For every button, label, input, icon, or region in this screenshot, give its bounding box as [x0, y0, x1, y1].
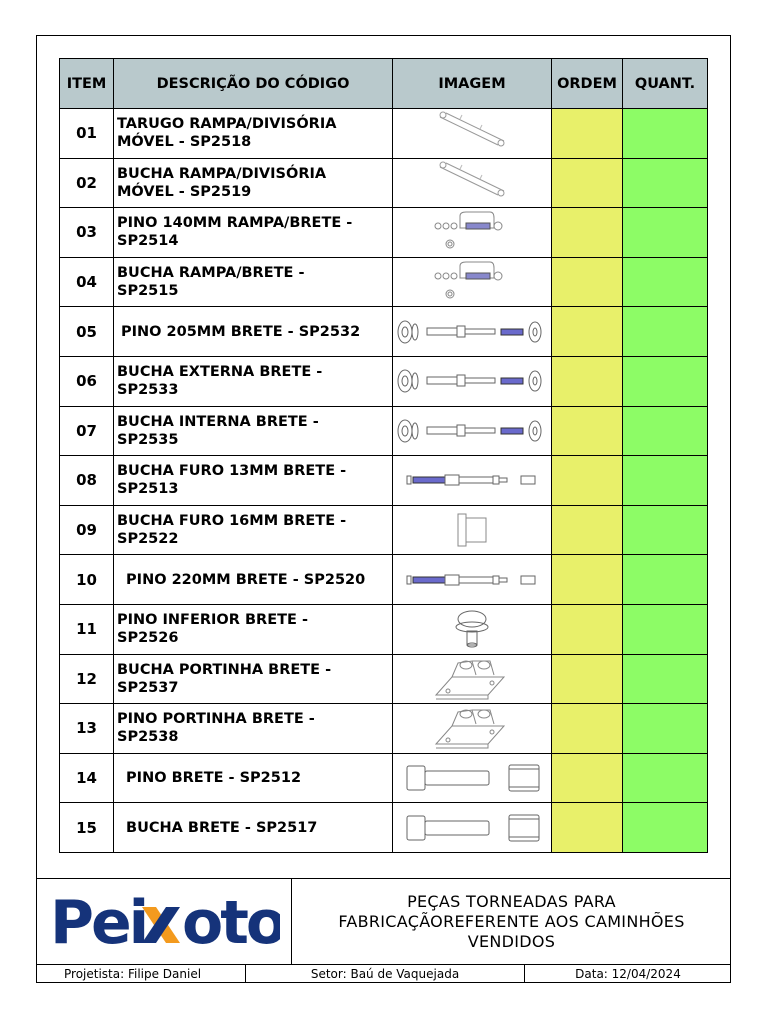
- item-number: 01: [60, 109, 114, 159]
- part-image: [393, 704, 552, 754]
- table-row: [60, 604, 708, 654]
- item-number: 09: [60, 505, 114, 555]
- table-row: [60, 406, 708, 456]
- header-quant: QUANT.: [623, 59, 708, 109]
- item-description: [114, 505, 393, 555]
- part-image: [393, 109, 552, 159]
- table-row: [60, 109, 708, 159]
- item-description: [114, 208, 393, 258]
- ordem-cell[interactable]: [552, 753, 623, 803]
- ordem-cell[interactable]: [552, 109, 623, 159]
- quant-cell[interactable]: [623, 704, 708, 754]
- ordem-cell[interactable]: [552, 356, 623, 406]
- svg-text:Pei: Pei: [50, 888, 147, 955]
- description-line-1: BUCHA BRETE - SP2517: [121, 819, 318, 836]
- part-image: [393, 654, 552, 704]
- quant-cell[interactable]: [623, 505, 708, 555]
- quant-cell[interactable]: [623, 803, 708, 853]
- part-image: [393, 753, 552, 803]
- part-image: [393, 803, 552, 853]
- table-row: [60, 307, 708, 357]
- table-row: [60, 704, 708, 754]
- quant-cell[interactable]: [623, 555, 708, 605]
- quant-cell[interactable]: [623, 109, 708, 159]
- ordem-cell[interactable]: [552, 307, 623, 357]
- title-line-1: PEÇAS TORNEADAS PARA: [407, 891, 616, 911]
- spring-pin-set-icon: [393, 317, 551, 347]
- quant-cell[interactable]: [623, 604, 708, 654]
- description-line-2: SP2535: [117, 431, 179, 448]
- item-number: 13: [60, 704, 114, 754]
- ordem-cell[interactable]: [552, 604, 623, 654]
- description-line-2: SP2513: [117, 481, 179, 498]
- quant-cell[interactable]: [623, 456, 708, 506]
- item-number: 07: [60, 406, 114, 456]
- description-line-1: TARUGO RAMPA/DIVISÓRIA: [117, 116, 337, 133]
- title-line-3: VENDIDOS: [467, 931, 556, 951]
- part-image: [393, 208, 552, 258]
- latch-pin-icon: [393, 260, 551, 304]
- ordem-cell[interactable]: [552, 505, 623, 555]
- description-line-2: SP2514: [117, 233, 179, 250]
- part-image: [393, 307, 552, 357]
- info-row: [36, 964, 731, 983]
- parts-table: [59, 58, 708, 853]
- ordem-cell[interactable]: [552, 208, 623, 258]
- item-description: [114, 109, 393, 159]
- part-image: [393, 456, 552, 506]
- part-image: [393, 257, 552, 307]
- item-description: [114, 604, 393, 654]
- part-image: [393, 406, 552, 456]
- hinge-bracket-icon: [393, 706, 551, 750]
- description-line-1: PINO BRETE - SP2512: [121, 770, 302, 787]
- description-line-2: SP2515: [117, 283, 179, 300]
- description-line-1: BUCHA RAMPA/DIVISÓRIA: [117, 165, 327, 182]
- header-description: DESCRIÇÃO DO CÓDIGO: [114, 59, 393, 109]
- spring-pin-set-icon: [393, 366, 551, 396]
- table-row: [60, 505, 708, 555]
- item-number: 12: [60, 654, 114, 704]
- item-number: 06: [60, 356, 114, 406]
- long-spring-pin-icon: [393, 570, 551, 590]
- ordem-cell[interactable]: [552, 704, 623, 754]
- quant-cell[interactable]: [623, 158, 708, 208]
- table-row: [60, 208, 708, 258]
- part-image: [393, 356, 552, 406]
- table-row: [60, 803, 708, 853]
- header-image: IMAGEM: [393, 59, 552, 109]
- description-line-2: SP2522: [117, 531, 179, 548]
- ordem-cell[interactable]: [552, 803, 623, 853]
- rods-icon: [393, 161, 551, 205]
- item-description: [114, 654, 393, 704]
- quant-cell[interactable]: [623, 753, 708, 803]
- rods-icon: [393, 111, 551, 155]
- hinge-bracket-icon: [393, 657, 551, 701]
- item-description: [114, 356, 393, 406]
- peixoto-logo-icon: [50, 885, 280, 955]
- description-line-1: PINO 140MM RAMPA/BRETE -: [117, 215, 353, 232]
- description-line-1: PINO INFERIOR BRETE -: [117, 612, 308, 629]
- item-description: [114, 803, 393, 853]
- item-description: [114, 257, 393, 307]
- table-row: [60, 257, 708, 307]
- latch-pin-icon: [393, 210, 551, 254]
- item-number: 14: [60, 753, 114, 803]
- item-description: [114, 158, 393, 208]
- quant-cell[interactable]: [623, 654, 708, 704]
- item-number: 03: [60, 208, 114, 258]
- item-number: 08: [60, 456, 114, 506]
- description-line-2: SP2526: [117, 630, 179, 647]
- header-item: ITEM: [60, 59, 114, 109]
- header-ordem: ORDEM: [552, 59, 623, 109]
- table-row: [60, 158, 708, 208]
- knob-pin-icon: [393, 607, 551, 651]
- description-line-2: SP2538: [117, 729, 179, 746]
- description-line-1: PINO 205MM BRETE - SP2532: [121, 323, 361, 340]
- description-line-2: MÓVEL - SP2518: [117, 134, 252, 151]
- pin-and-sleeve-icon: [393, 813, 551, 843]
- description-line-1: BUCHA RAMPA/BRETE -: [117, 265, 305, 282]
- description-line-1: PINO PORTINHA BRETE -: [117, 711, 315, 728]
- svg-text:oto: oto: [182, 888, 280, 955]
- description-line-1: BUCHA FURO 16MM BRETE -: [117, 513, 347, 530]
- company-logo: [50, 885, 280, 970]
- description-line-2: SP2537: [117, 679, 179, 696]
- table-row: [60, 356, 708, 406]
- description-line-1: BUCHA FURO 13MM BRETE -: [117, 463, 347, 480]
- table-header-row: [60, 59, 708, 109]
- part-image: [393, 555, 552, 605]
- quant-cell[interactable]: [623, 356, 708, 406]
- part-image: [393, 604, 552, 654]
- item-description: [114, 704, 393, 754]
- description-line-1: BUCHA EXTERNA BRETE -: [117, 364, 323, 381]
- item-number: 11: [60, 604, 114, 654]
- table-row: [60, 753, 708, 803]
- ordem-cell[interactable]: [552, 654, 623, 704]
- date-field: Data: 12/04/2024: [575, 967, 681, 981]
- spring-pin-set-icon: [393, 416, 551, 446]
- part-image: [393, 505, 552, 555]
- item-number: 15: [60, 803, 114, 853]
- item-description: [114, 406, 393, 456]
- item-description: [114, 555, 393, 605]
- ordem-cell[interactable]: [552, 406, 623, 456]
- table-row: [60, 654, 708, 704]
- setor-field: Setor: Baú de Vaquejada: [246, 965, 525, 983]
- description-line-1: BUCHA INTERNA BRETE -: [117, 413, 319, 430]
- title-block: [36, 878, 731, 983]
- description-line-2: SP2533: [117, 382, 179, 399]
- quant-cell[interactable]: [623, 208, 708, 258]
- description-line-1: BUCHA PORTINHA BRETE -: [117, 661, 332, 678]
- quant-cell[interactable]: [623, 257, 708, 307]
- table-row: [60, 555, 708, 605]
- description-line-1: PINO 220MM BRETE - SP2520: [121, 571, 366, 588]
- item-number: 05: [60, 307, 114, 357]
- title-line-2: FABRICAÇÃOREFERENTE AOS CAMINHÕES: [338, 911, 685, 931]
- quant-cell[interactable]: [623, 406, 708, 456]
- table-row: [60, 456, 708, 506]
- description-line-2: MÓVEL - SP2519: [117, 183, 252, 200]
- ordem-cell[interactable]: [552, 555, 623, 605]
- item-number: 04: [60, 257, 114, 307]
- item-description: [114, 753, 393, 803]
- item-description: [114, 456, 393, 506]
- quant-cell[interactable]: [623, 307, 708, 357]
- ordem-cell[interactable]: [552, 257, 623, 307]
- item-number: 10: [60, 555, 114, 605]
- part-image: [393, 158, 552, 208]
- item-description: [114, 307, 393, 357]
- long-spring-pin-icon: [393, 470, 551, 490]
- pin-and-sleeve-icon: [393, 763, 551, 793]
- item-number: 02: [60, 158, 114, 208]
- ordem-cell[interactable]: [552, 456, 623, 506]
- logo-box: [36, 878, 292, 964]
- projetista-field: Projetista: Filipe Daniel: [36, 965, 246, 983]
- ordem-cell[interactable]: [552, 158, 623, 208]
- drawing-title: [292, 878, 731, 964]
- bushing-icon: [393, 512, 551, 548]
